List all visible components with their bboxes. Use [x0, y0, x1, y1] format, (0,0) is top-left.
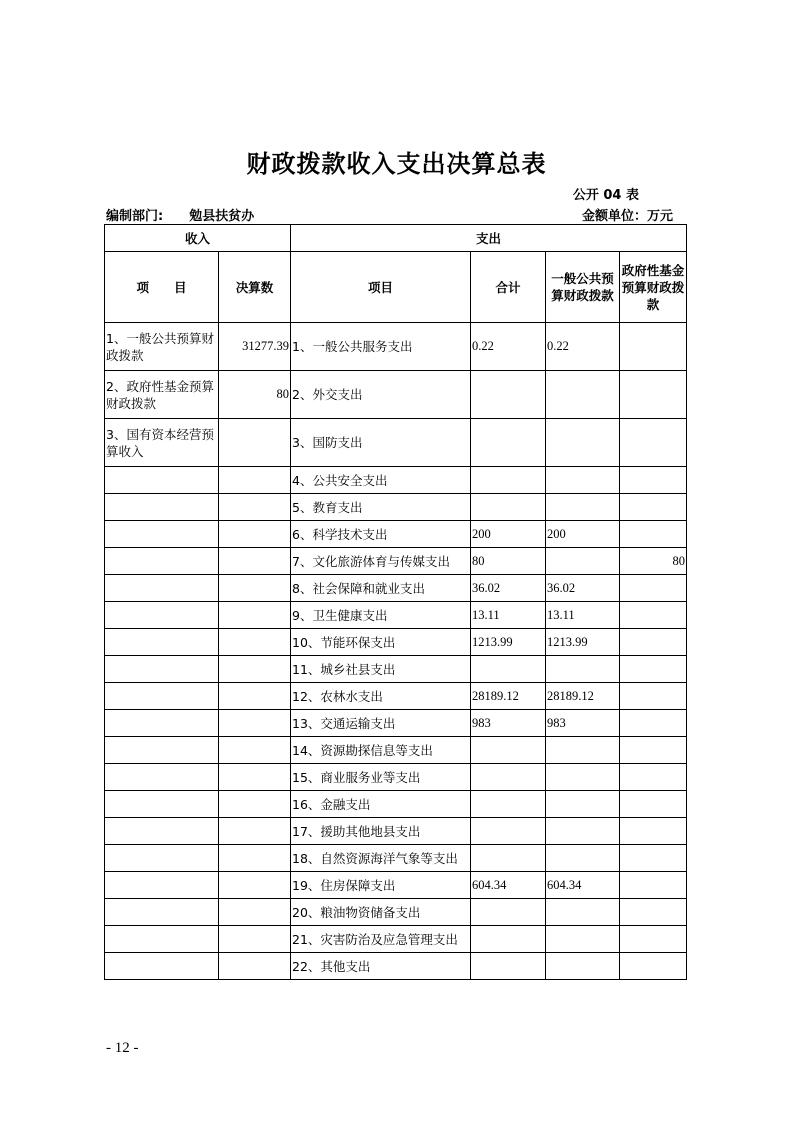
income-item — [105, 683, 219, 710]
expense-total: 604.34 — [471, 872, 546, 899]
org-label: 编制部门: — [106, 209, 164, 224]
income-amount — [219, 845, 291, 872]
expense-item: 10、节能环保支出 — [291, 629, 471, 656]
expense-general: 0.22 — [546, 323, 620, 371]
expense-general: 983 — [546, 710, 620, 737]
expense-item: 22、其他支出 — [291, 953, 471, 980]
income-item — [105, 764, 219, 791]
expense-item: 13、交通运输支出 — [291, 710, 471, 737]
expense-total: 1213.99 — [471, 629, 546, 656]
income-item — [105, 872, 219, 899]
org-name: 勉县扶贫办 — [189, 209, 255, 224]
expense-total — [471, 953, 546, 980]
expense-general: 36.02 — [546, 575, 620, 602]
expense-general — [546, 548, 620, 575]
expense-total: 13.11 — [471, 602, 546, 629]
income-amount — [219, 872, 291, 899]
expense-item: 12、农林水支出 — [291, 683, 471, 710]
expense-total — [471, 656, 546, 683]
col-final-amount: 决算数 — [219, 252, 291, 323]
table-row — [105, 683, 687, 710]
income-item — [105, 737, 219, 764]
expense-fund — [620, 818, 687, 845]
table-row — [105, 521, 687, 548]
income-item — [105, 521, 219, 548]
income-amount — [219, 683, 291, 710]
table-row — [105, 818, 687, 845]
income-item — [105, 845, 219, 872]
expense-item: 19、住房保障支出 — [291, 872, 471, 899]
expense-item: 18、自然资源海洋气象等支出 — [291, 845, 471, 872]
expense-item: 16、金融支出 — [291, 791, 471, 818]
expense-total: 36.02 — [471, 575, 546, 602]
income-item — [105, 494, 219, 521]
form-number: 公开 04 表 — [572, 188, 639, 203]
expense-fund — [620, 683, 687, 710]
income-amount — [219, 629, 291, 656]
expense-fund — [620, 575, 687, 602]
table-row — [105, 710, 687, 737]
table-row — [105, 467, 687, 494]
table-row — [105, 899, 687, 926]
income-item — [105, 899, 219, 926]
expense-general: 28189.12 — [546, 683, 620, 710]
table-row — [105, 737, 687, 764]
expense-item: 3、国防支出 — [291, 419, 471, 467]
expense-total — [471, 467, 546, 494]
income-amount — [219, 494, 291, 521]
expense-fund — [620, 494, 687, 521]
income-item — [105, 629, 219, 656]
table-row — [105, 575, 687, 602]
expense-fund — [620, 323, 687, 371]
col-gov-fund: 政府性基金预算财政拨款 — [620, 252, 687, 323]
income-amount — [219, 791, 291, 818]
income-item — [105, 575, 219, 602]
expense-total — [471, 419, 546, 467]
expense-general — [546, 953, 620, 980]
expense-total — [471, 764, 546, 791]
expense-item: 14、资源勘探信息等支出 — [291, 737, 471, 764]
table-row — [105, 548, 687, 575]
table-row — [105, 764, 687, 791]
table-row — [105, 371, 687, 419]
expense-total — [471, 818, 546, 845]
expense-general — [546, 926, 620, 953]
expense-general — [546, 764, 620, 791]
expense-fund — [620, 926, 687, 953]
expense-general: 1213.99 — [546, 629, 620, 656]
expense-item: 5、教育支出 — [291, 494, 471, 521]
expense-item: 2、外交支出 — [291, 371, 471, 419]
expense-total — [471, 791, 546, 818]
income-item: 2、政府性基金预算财政拨款 — [105, 371, 219, 419]
expense-item: 6、科学技术支出 — [291, 521, 471, 548]
income-amount — [219, 953, 291, 980]
expense-item: 4、公共安全支出 — [291, 467, 471, 494]
income-item — [105, 710, 219, 737]
expense-fund — [620, 602, 687, 629]
expense-total — [471, 845, 546, 872]
column-header-row — [105, 252, 687, 323]
table-row — [105, 791, 687, 818]
expense-item: 7、文化旅游体育与传媒支出 — [291, 548, 471, 575]
budget-table — [104, 224, 687, 980]
income-amount — [219, 419, 291, 467]
table-row — [105, 872, 687, 899]
expense-fund — [620, 872, 687, 899]
income-item — [105, 818, 219, 845]
income-amount — [219, 926, 291, 953]
table-row — [105, 494, 687, 521]
income-amount — [219, 548, 291, 575]
expense-total: 28189.12 — [471, 683, 546, 710]
income-amount — [219, 737, 291, 764]
expense-total: 200 — [471, 521, 546, 548]
col-item-expense: 项目 — [291, 252, 471, 323]
income-header: 收入 — [105, 225, 291, 252]
expense-fund — [620, 737, 687, 764]
expense-general — [546, 818, 620, 845]
page-title: 财政拨款收入支出决算总表 — [246, 150, 547, 178]
expense-total — [471, 926, 546, 953]
expense-fund — [620, 764, 687, 791]
expense-general — [546, 899, 620, 926]
expense-fund — [620, 419, 687, 467]
expense-fund — [620, 845, 687, 872]
table-row — [105, 656, 687, 683]
table-row — [105, 419, 687, 467]
income-amount — [219, 899, 291, 926]
income-item — [105, 656, 219, 683]
income-amount: 80 — [219, 371, 291, 419]
table-row — [105, 845, 687, 872]
expense-general — [546, 419, 620, 467]
col-total: 合计 — [471, 252, 546, 323]
income-amount — [219, 602, 291, 629]
col-general-budget: 一般公共预算财政拨款 — [546, 252, 620, 323]
expense-item: 20、粮油物资储备支出 — [291, 899, 471, 926]
expense-general — [546, 494, 620, 521]
income-amount — [219, 467, 291, 494]
expense-fund — [620, 656, 687, 683]
expense-general — [546, 737, 620, 764]
income-amount — [219, 521, 291, 548]
expense-fund — [620, 371, 687, 419]
income-item — [105, 926, 219, 953]
table-row — [105, 323, 687, 371]
income-item: 1、一般公共预算财政拨款 — [105, 323, 219, 371]
expense-general — [546, 467, 620, 494]
income-item — [105, 467, 219, 494]
expense-fund — [620, 791, 687, 818]
income-amount — [219, 656, 291, 683]
income-item — [105, 602, 219, 629]
expense-total — [471, 494, 546, 521]
expense-total — [471, 899, 546, 926]
table-row — [105, 926, 687, 953]
expense-general: 604.34 — [546, 872, 620, 899]
income-amount: 31277.39 — [219, 323, 291, 371]
expense-total — [471, 737, 546, 764]
expense-fund — [620, 521, 687, 548]
income-amount — [219, 575, 291, 602]
page-number: - 12 - — [106, 1040, 139, 1056]
expense-fund — [620, 467, 687, 494]
expense-item: 8、社会保障和就业支出 — [291, 575, 471, 602]
expense-fund — [620, 953, 687, 980]
expense-general — [546, 656, 620, 683]
income-item — [105, 548, 219, 575]
expense-item: 15、商业服务业等支出 — [291, 764, 471, 791]
expense-total — [471, 371, 546, 419]
expense-total: 983 — [471, 710, 546, 737]
expense-general: 200 — [546, 521, 620, 548]
expense-fund — [620, 710, 687, 737]
expense-fund — [620, 899, 687, 926]
income-amount — [219, 710, 291, 737]
expense-item: 11、城乡社县支出 — [291, 656, 471, 683]
group-header-row — [105, 225, 687, 252]
expense-fund: 80 — [620, 548, 687, 575]
income-amount — [219, 818, 291, 845]
table-row — [105, 953, 687, 980]
col-item-income: 项 目 — [105, 252, 219, 323]
money-unit: 金额单位：万元 — [581, 209, 673, 224]
income-amount — [219, 764, 291, 791]
expense-total: 80 — [471, 548, 546, 575]
expense-total: 0.22 — [471, 323, 546, 371]
expense-item: 1、一般公共服务支出 — [291, 323, 471, 371]
table-row — [105, 602, 687, 629]
expense-general — [546, 791, 620, 818]
expense-item: 9、卫生健康支出 — [291, 602, 471, 629]
org-line — [106, 205, 254, 224]
expense-item: 17、援助其他地县支出 — [291, 818, 471, 845]
income-item — [105, 953, 219, 980]
income-item — [105, 791, 219, 818]
expense-general: 13.11 — [546, 602, 620, 629]
expense-fund — [620, 629, 687, 656]
expense-general — [546, 845, 620, 872]
expense-header: 支出 — [291, 225, 687, 252]
expense-general — [546, 371, 620, 419]
expense-item: 21、灾害防治及应急管理支出 — [291, 926, 471, 953]
income-item: 3、国有资本经营预算收入 — [105, 419, 219, 467]
table-row — [105, 629, 687, 656]
